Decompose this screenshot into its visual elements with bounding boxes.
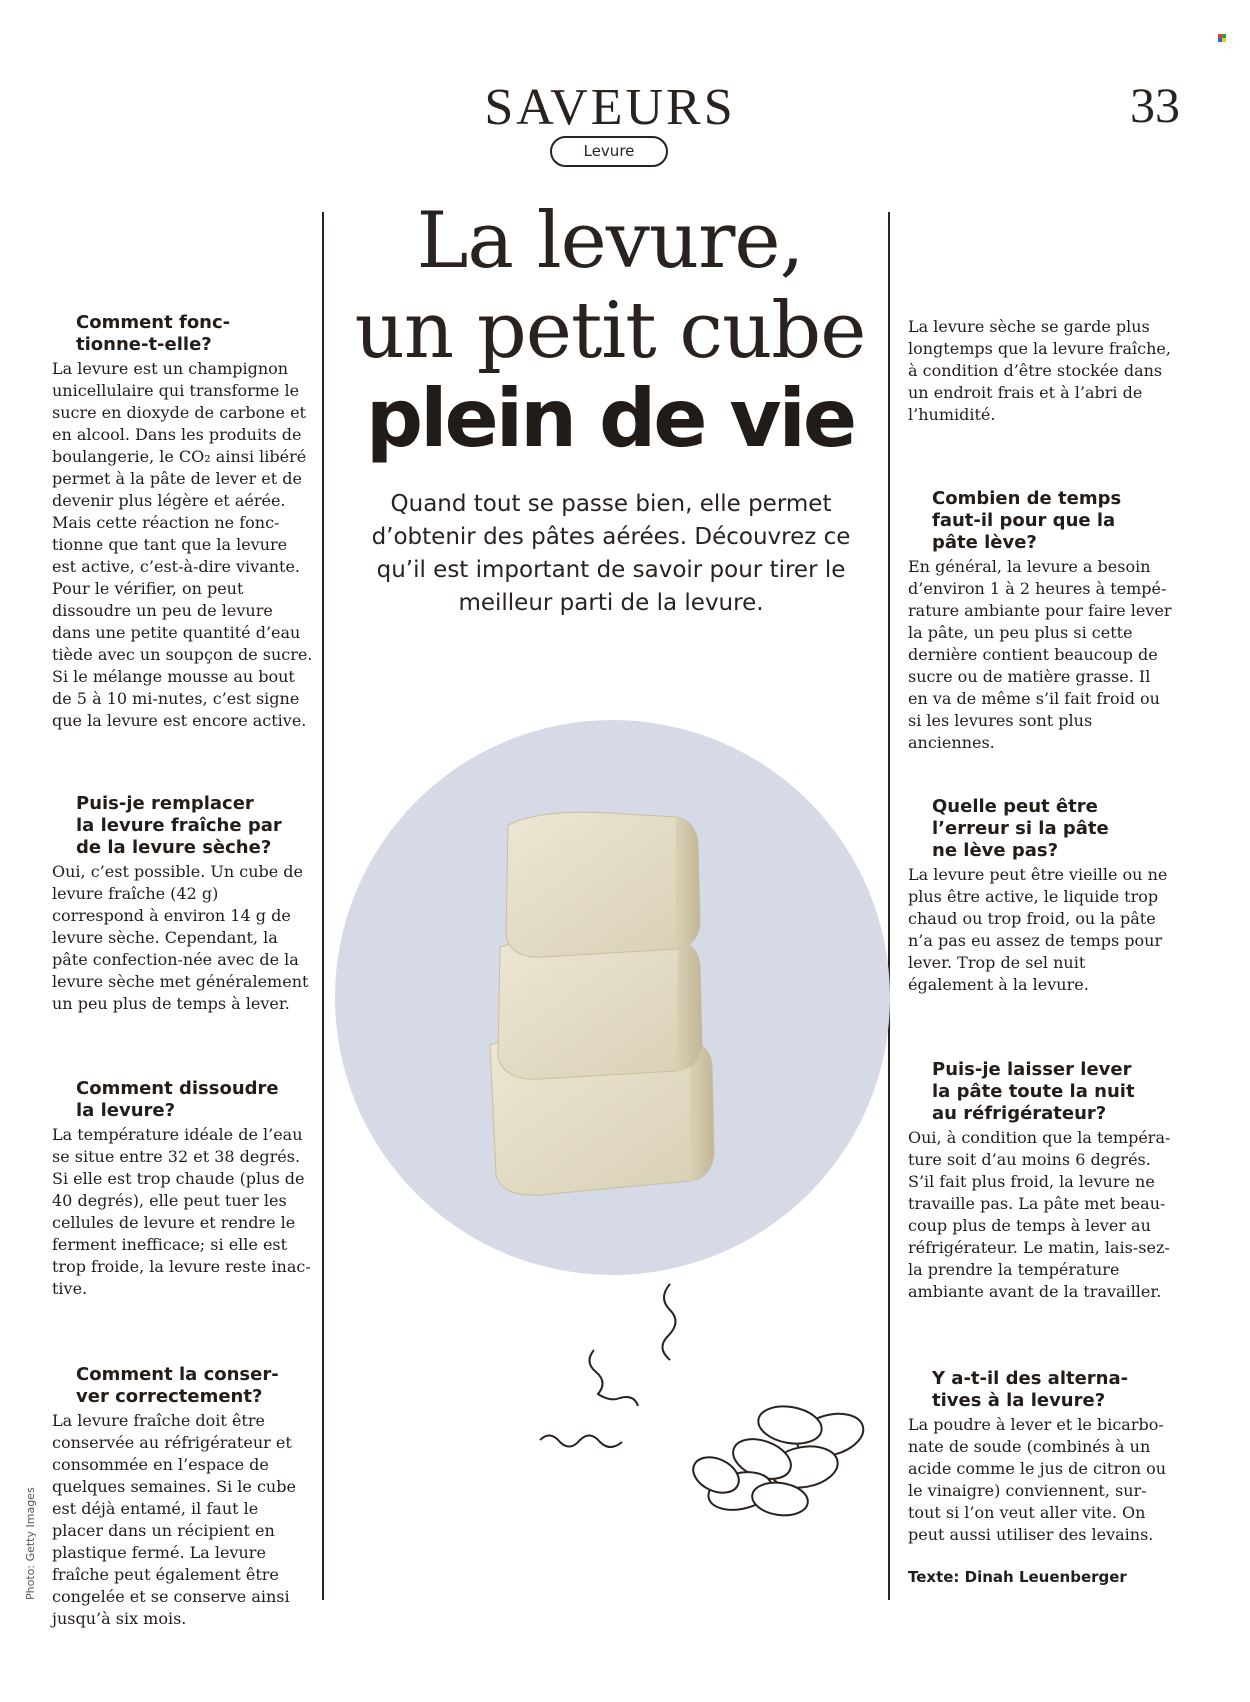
author-credit: Texte: Dinah Leuenberger bbox=[908, 1568, 1127, 1586]
photo-credit: Photo: Getty Images bbox=[24, 1487, 37, 1600]
answer-text: En général, la levure a besoin d’environ 1 à 2 heures à tempé-rature ambiante pour faire lever la pâte, un peu plus si cette dernière contient beaucoup de sucre ou de matière grasse. Il en va de même s’il fait froid ou si les levures sont plus anciennes. bbox=[908, 557, 1172, 752]
question-heading: Puis-je remplacer la levure fraîche par de la levure sèche? bbox=[76, 793, 282, 858]
question-heading: Y a-t-il des alterna- tives à la levure? bbox=[932, 1368, 1129, 1411]
qa-block bbox=[52, 312, 314, 732]
lead-paragraph: Quand tout se passe bien, elle permet d’obtenir des pâtes aérées. Découvrez ce qu’il est important de savoir pour tirer le meilleur parti de la levure. bbox=[371, 491, 851, 616]
qa-block bbox=[908, 1059, 1176, 1303]
qa-block bbox=[908, 796, 1176, 996]
headline-line-3: plein de vie bbox=[365, 372, 855, 465]
qa-block bbox=[52, 793, 314, 1015]
question-heading: Combien de temps faut-il pour que la pâte lève? bbox=[932, 488, 1122, 553]
section-title: SAVEURS bbox=[484, 79, 736, 136]
yeast-cubes-photo bbox=[480, 795, 740, 1205]
qa-block bbox=[52, 1078, 314, 1300]
question-heading: Puis-je laisser lever la pâte toute la nuit au réfrigérateur? bbox=[932, 1059, 1135, 1124]
section-tag[interactable]: Levure bbox=[550, 136, 668, 167]
question-heading: Comment la conser- ver correctement? bbox=[76, 1364, 279, 1407]
qa-block bbox=[52, 1364, 314, 1630]
braided-bread-icon bbox=[680, 1395, 870, 1525]
color-dots-icon bbox=[1218, 34, 1226, 42]
page-number: 33 bbox=[1130, 77, 1180, 133]
qa-block bbox=[908, 1368, 1176, 1546]
intro-block bbox=[908, 316, 1176, 426]
headline-line-2: un petit cube bbox=[354, 286, 866, 376]
intro-text: La levure sèche se garde plus longtemps que la levure fraîche, à condition d’être stockée dans un endroit frais et à l’abri de l’humidité. bbox=[908, 317, 1171, 424]
answer-text: Oui, c’est possible. Un cube de levure fraîche (42 g) correspond à environ 14 g de levure sèche. Cependant, la pâte confection-née avec de la levure sèche met généralement un peu plus de temps à lever. bbox=[52, 862, 309, 1013]
answer-text: La température idéale de l’eau se situe entre 32 et 38 degrés. Si elle est trop chaude (plus de 40 degrés), elle peut tuer les cellules de levure et rendre le ferment inefficace; si elle est trop froide, la levure reste inac-tive. bbox=[52, 1125, 311, 1298]
question-heading: Comment dissoudre la levure? bbox=[76, 1078, 279, 1121]
answer-text: La levure est un champignon unicellulaire qui transforme le sucre en dioxyde de carbone et en alcool. Dans les produits de boulangerie, le CO₂ ainsi libéré permet à la pâte de lever et de devenir plus légère et aérée. Mais cette réaction ne fonc-tionne que tant que la levure est active, c’est-à-dire vivante. Pour le vérifier, on peut dissoudre un peu de levure dans une petite quantité d’eau tiède avec un soupçon de sucre. Si le mélange mousse au bout de 5 à 10 mi-nutes, c’est signe que la levure est encore active. bbox=[52, 359, 313, 730]
answer-text: La levure fraîche doit être conservée au réfrigérateur et consommée en l’espace de quelques semaines. Si le cube est déjà entamé, il faut le placer dans un récipient en plastique fermé. La levure fraîche peut également être congelée et se conserve ainsi jusqu’à six mois. bbox=[52, 1411, 296, 1628]
qa-block bbox=[908, 488, 1176, 754]
answer-text: La poudre à lever et le bicarbo-nate de soude (combinés à un acide comme le jus de citron ou le vinaigre) conviennent, sur-tout si l’on veut aller vite. On peut aussi utiliser des levains. bbox=[908, 1415, 1167, 1544]
answer-text: La levure peut être vieille ou ne plus être active, le liquide trop chaud ou trop froid, ou la pâte n’a pas eu assez de temps pour lever. Trop de sel nuit également à la levure. bbox=[908, 865, 1168, 994]
question-heading: Comment fonc- tionne-t-elle? bbox=[76, 312, 231, 355]
answer-text: Oui, à condition que la tempéra-ture soit d’au moins 6 degrés. S’il fait plus froid, la levure ne travaille pas. La pâte met beau-coup plus de temps à lever au réfrigérateur. Le matin, lais-sez-la prendre la température ambiante avant de la travailler. bbox=[908, 1128, 1171, 1301]
question-heading: Quelle peut être l’erreur si la pâte ne lève pas? bbox=[932, 796, 1109, 861]
headline-line-1: La levure, bbox=[416, 196, 804, 286]
left-column-rule bbox=[322, 212, 324, 1600]
